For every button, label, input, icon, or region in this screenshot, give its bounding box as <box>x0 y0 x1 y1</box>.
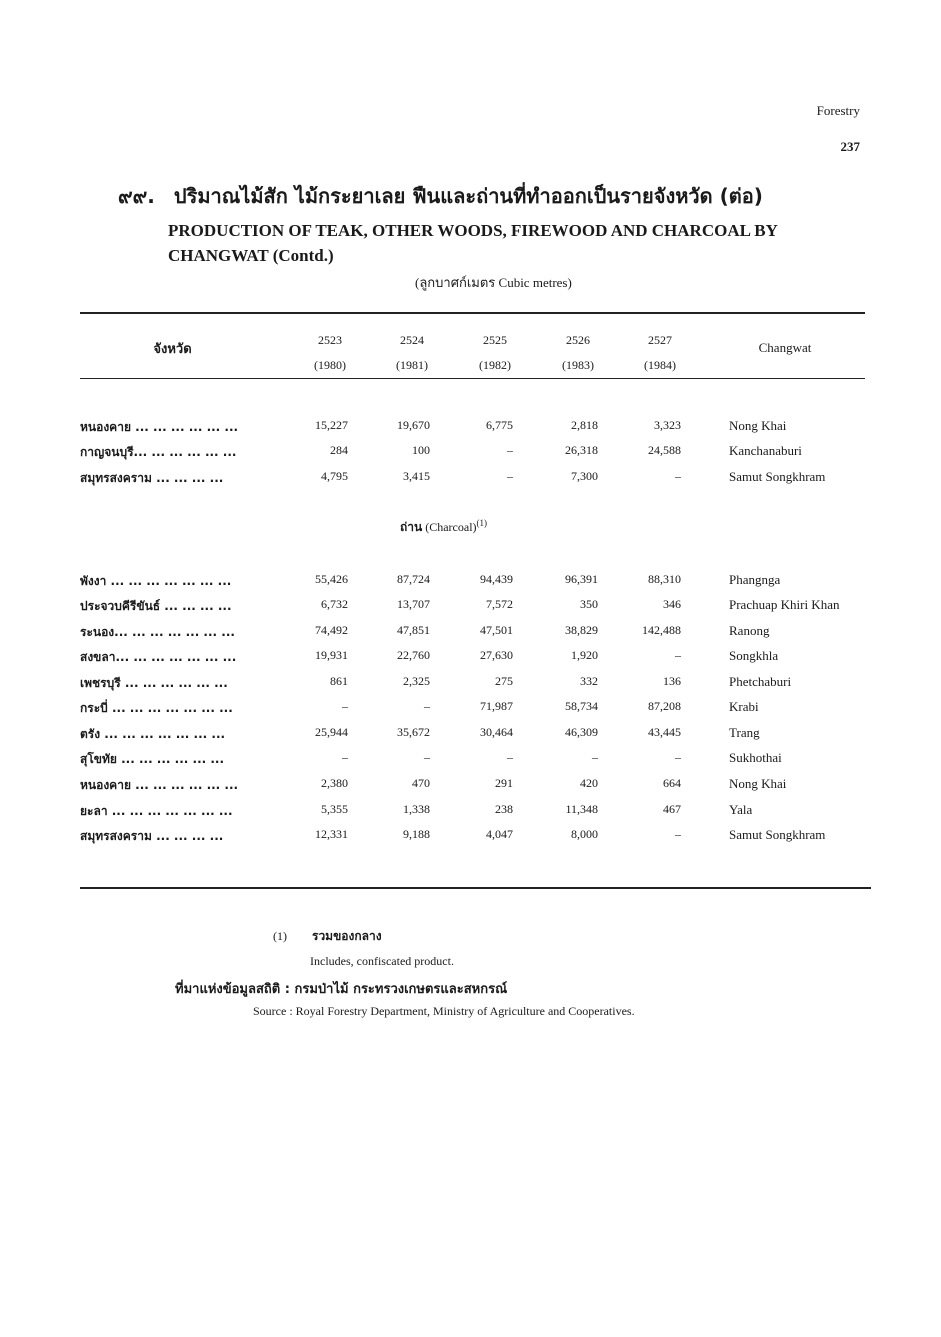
changwat-english: Phangnga <box>729 572 781 587</box>
changwat-english: Songkhla <box>729 648 779 663</box>
table-row <box>0 674 941 699</box>
value-cell: 94,439 <box>480 572 513 586</box>
footnote-ref: (1) <box>476 518 488 528</box>
value-cell: 420 <box>580 776 598 790</box>
table-number: ๙๙. <box>118 184 155 208</box>
section-title-english: (Charcoal) <box>425 520 477 534</box>
units-caption: (ลูกบาศก์เมตร Cubic metres) <box>415 275 572 290</box>
table-row <box>0 597 941 622</box>
table-title-english: PRODUCTION OF TEAK, OTHER WOODS, FIREWOOD AND CHARCOAL BY CHANGWAT (Contd.) <box>168 221 778 265</box>
value-cell: 88,310 <box>648 572 681 586</box>
value-cell: 8,000 <box>571 827 598 841</box>
value-cell: 238 <box>495 802 513 816</box>
value-cell: – <box>507 469 513 483</box>
value-cell: 87,724 <box>397 572 430 586</box>
value-cell: 3,415 <box>403 469 430 483</box>
table-title-thai <box>118 180 763 212</box>
table-row <box>0 648 941 673</box>
changwat-thai: สมุทรสงคราม ... ... ... ... <box>80 829 224 843</box>
value-cell: 47,851 <box>397 623 430 637</box>
changwat-english: Kanchanaburi <box>729 443 802 458</box>
value-cell: 7,572 <box>486 597 513 611</box>
column-header-year <box>465 328 525 378</box>
value-cell: 30,464 <box>480 725 513 739</box>
footnote-mark: (1) <box>273 929 287 943</box>
header-bottom-rule <box>80 378 865 379</box>
value-cell: 664 <box>663 776 681 790</box>
value-cell: – <box>507 443 513 457</box>
value-cell: 46,309 <box>565 725 598 739</box>
year-be: 2527 <box>648 333 672 347</box>
changwat-thai: กาญจนบุรี... ... ... ... ... ... <box>80 445 237 459</box>
value-cell: 15,227 <box>315 418 348 432</box>
value-cell: 100 <box>412 443 430 457</box>
value-cell: 142,488 <box>642 623 681 637</box>
column-header-english: Changwat <box>758 340 812 355</box>
changwat-thai: สงขลา... ... ... ... ... ... ... <box>80 650 237 664</box>
year-ce: (1983) <box>562 358 594 372</box>
year-ce: (1984) <box>644 358 676 372</box>
value-cell: 467 <box>663 802 681 816</box>
changwat-thai: เพชรบุรี ... ... ... ... ... ... <box>80 676 228 690</box>
value-cell: 284 <box>330 443 348 457</box>
year-ce: (1981) <box>396 358 428 372</box>
changwat-english: Nong Khai <box>729 776 787 791</box>
value-cell: 4,047 <box>486 827 513 841</box>
changwat-thai: หนองคาย ... ... ... ... ... ... <box>80 778 239 792</box>
year-ce: (1980) <box>314 358 346 372</box>
value-cell: 22,760 <box>397 648 430 662</box>
column-header-year <box>548 328 608 378</box>
page-number: 237 <box>840 139 860 154</box>
value-cell: 58,734 <box>565 699 598 713</box>
changwat-thai: พังงา ... ... ... ... ... ... ... <box>80 574 232 588</box>
value-cell: 2,818 <box>571 418 598 432</box>
value-cell: 2,380 <box>321 776 348 790</box>
changwat-english: Samut Songkhram <box>729 469 826 484</box>
value-cell: 13,707 <box>397 597 430 611</box>
table-row <box>0 443 941 468</box>
value-cell: 350 <box>580 597 598 611</box>
column-header-year <box>300 328 360 378</box>
value-cell: 47,501 <box>480 623 513 637</box>
changwat-thai: ตรัง ... ... ... ... ... ... ... <box>80 727 226 741</box>
value-cell: 275 <box>495 674 513 688</box>
value-cell: 470 <box>412 776 430 790</box>
value-cell: 7,300 <box>571 469 598 483</box>
footnote-english: Includes, confiscated product. <box>310 954 454 968</box>
changwat-thai: สมุทรสงคราม ... ... ... ... <box>80 471 224 485</box>
column-header-year <box>630 328 690 378</box>
value-cell: – <box>675 750 681 764</box>
value-cell: 24,588 <box>648 443 681 457</box>
value-cell: 1,338 <box>403 802 430 816</box>
source-thai: ที่มาแห่งข้อมูลสถิติ : กรมป่าไม้ กระทรวงเกษตรและสหกรณ์ <box>175 982 508 997</box>
value-cell: 6,732 <box>321 597 348 611</box>
changwat-english: Phetchaburi <box>729 674 792 689</box>
value-cell: 2,325 <box>403 674 430 688</box>
value-cell: – <box>342 750 348 764</box>
changwat-thai: สุโขทัย ... ... ... ... ... ... <box>80 752 225 766</box>
value-cell: 346 <box>663 597 681 611</box>
year-be: 2523 <box>318 333 342 347</box>
value-cell: 74,492 <box>315 623 348 637</box>
value-cell: 19,670 <box>397 418 430 432</box>
value-cell: – <box>342 699 348 713</box>
value-cell: 5,355 <box>321 802 348 816</box>
value-cell: 55,426 <box>315 572 348 586</box>
value-cell: – <box>507 750 513 764</box>
value-cell: – <box>675 827 681 841</box>
changwat-english: Prachuap Khiri Khan <box>729 597 840 612</box>
table-row <box>0 776 941 801</box>
changwat-english: Sukhothai <box>729 750 782 765</box>
running-header-section: Forestry <box>816 103 860 118</box>
value-cell: 291 <box>495 776 513 790</box>
changwat-thai: กระบี่ ... ... ... ... ... ... ... <box>80 701 233 715</box>
value-cell: 19,931 <box>315 648 348 662</box>
value-cell: – <box>424 750 430 764</box>
source-english: Source : Royal Forestry Department, Ministry of Agriculture and Cooperatives. <box>253 1004 635 1018</box>
value-cell: 71,987 <box>480 699 513 713</box>
value-cell: 38,829 <box>565 623 598 637</box>
table-row <box>0 725 941 750</box>
section-title-charcoal <box>400 518 487 537</box>
year-be: 2526 <box>566 333 590 347</box>
table-row <box>0 802 941 827</box>
year-be: 2524 <box>400 333 424 347</box>
table-row <box>0 418 941 443</box>
value-cell: 9,188 <box>403 827 430 841</box>
value-cell: – <box>675 648 681 662</box>
changwat-thai: หนองคาย ... ... ... ... ... ... <box>80 420 239 434</box>
changwat-thai: ระนอง... ... ... ... ... ... ... <box>80 625 235 639</box>
value-cell: 87,208 <box>648 699 681 713</box>
value-cell: 861 <box>330 674 348 688</box>
value-cell: 96,391 <box>565 572 598 586</box>
table-row <box>0 750 941 775</box>
value-cell: 6,775 <box>486 418 513 432</box>
value-cell: 26,318 <box>565 443 598 457</box>
changwat-english: Krabi <box>729 699 759 714</box>
value-cell: 3,323 <box>654 418 681 432</box>
value-cell: 11,348 <box>565 802 598 816</box>
footnote-thai: รวมของกลาง <box>312 929 382 943</box>
value-cell: 4,795 <box>321 469 348 483</box>
table-row <box>0 469 941 494</box>
table-top-rule <box>80 312 865 314</box>
column-header-year <box>382 328 442 378</box>
table-title-thai-text: ปริมาณไม้สัก ไม้กระยาเลย ฟืนและถ่านที่ทำออกเป็นรายจังหวัด (ต่อ) <box>173 184 763 208</box>
table-bottom-rule <box>80 887 871 889</box>
table-row <box>0 699 941 724</box>
changwat-english: Trang <box>729 725 760 740</box>
table-row <box>0 623 941 648</box>
column-header-thai: จังหวัด <box>153 342 192 357</box>
value-cell: 12,331 <box>315 827 348 841</box>
value-cell: 27,630 <box>480 648 513 662</box>
year-be: 2525 <box>483 333 507 347</box>
value-cell: – <box>424 699 430 713</box>
changwat-english: Samut Songkhram <box>729 827 826 842</box>
value-cell: 136 <box>663 674 681 688</box>
year-ce: (1982) <box>479 358 511 372</box>
value-cell: 43,445 <box>648 725 681 739</box>
table-row <box>0 827 941 852</box>
changwat-thai: ประจวบคีรีขันธ์ ... ... ... ... <box>80 599 232 613</box>
value-cell: 25,944 <box>315 725 348 739</box>
value-cell: – <box>592 750 598 764</box>
value-cell: – <box>675 469 681 483</box>
changwat-english: Yala <box>729 802 753 817</box>
value-cell: 1,920 <box>571 648 598 662</box>
value-cell: 332 <box>580 674 598 688</box>
table-row <box>0 572 941 597</box>
changwat-thai: ยะลา ... ... ... ... ... ... ... <box>80 804 233 818</box>
changwat-english: Nong Khai <box>729 418 787 433</box>
value-cell: 35,672 <box>397 725 430 739</box>
changwat-english: Ranong <box>729 623 770 638</box>
section-title-thai: ถ่าน <box>400 520 423 534</box>
